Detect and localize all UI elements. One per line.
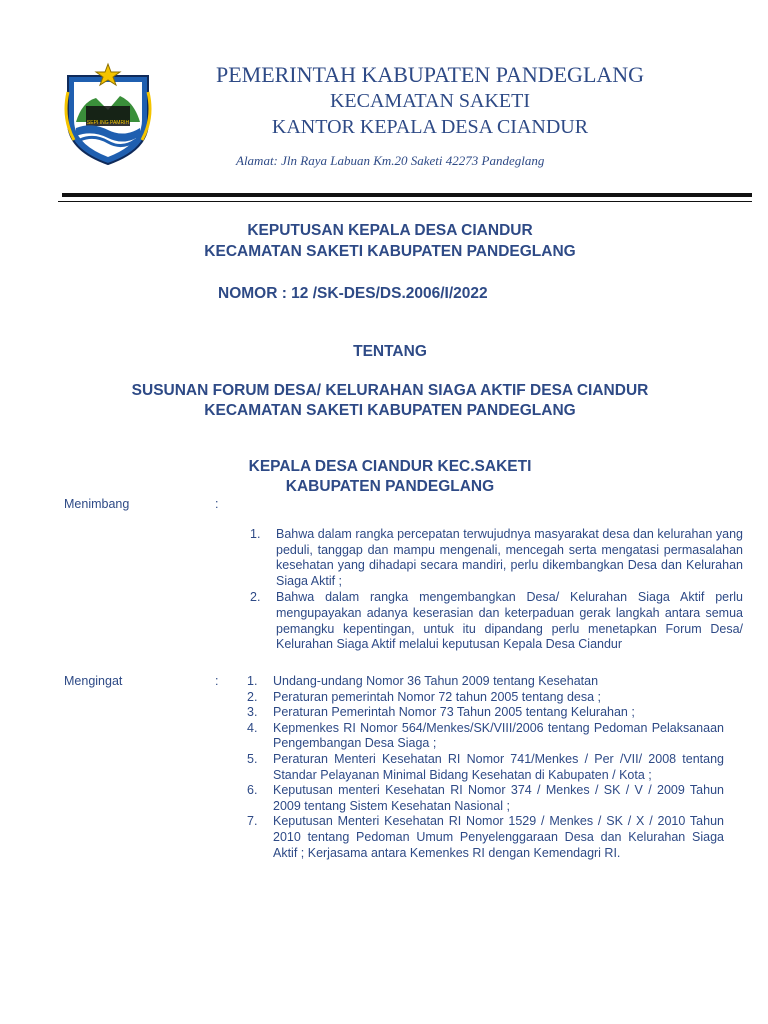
list-item-text: Bahwa dalam rangka percepatan terwujudnya masyarakat desa dan kelurahan yang peduli, tanggap dan mampu mengenali, mencegah serta mengatasi permasalahan kesehatan yang dihadapi secara mandiri, perlu dikembangkan Desa dan Kelurahan Siaga Aktif ; [276,527,743,588]
decree-title-line1: KEPUTUSAN KEPALA DESA CIANDUR [247,222,533,239]
letterhead-office: KANTOR KEPALA DESA CIANDUR [271,116,589,138]
list-item [247,689,724,706]
list-item-text: Undang-undang Nomor 36 Tahun 2009 tentang Kesehatan [273,674,599,688]
decree-title-line2: KECAMATAN SAKETI KABUPATEN PANDEGLANG [204,243,576,260]
mengingat-list [247,674,724,861]
list-item-number: 2. [247,689,258,704]
list-item-number: 6. [247,783,258,798]
list-item-text: Keputusan menteri Kesehatan RI Nomor 374 / Menkes / SK / V / 2009 Tahun 2009 tentang Sistem Kesehatan Nasional ; [273,783,724,813]
list-item-number: 1. [247,674,258,688]
mengingat-colon: : [215,674,219,688]
menimbang-label: Menimbang [64,497,130,511]
list-item [247,720,724,752]
list-item [247,674,724,690]
decree-about: TENTANG [353,343,427,360]
decree-issuer-line1: KEPALA DESA CIANDUR KEC.SAKETI [248,458,532,475]
letterhead-thin-rule [58,201,752,202]
list-item-number: 4. [247,720,258,735]
list-item [247,814,724,861]
list-item [250,590,743,653]
list-item-text: Peraturan Pemerintah Nomor 73 Tahun 2005 tentang Kelurahan ; [273,705,635,720]
letterhead-thick-rule [62,193,752,197]
letterhead-district: KECAMATAN SAKETI [329,90,531,112]
letterhead-government: PEMERINTAH KABUPATEN PANDEGLANG [215,62,645,87]
list-item-text: Peraturan pemerintah Nomor 72 tahun 2005 tentang desa ; [273,689,601,704]
decree-issuer-line2: KABUPATEN PANDEGLANG [285,478,495,495]
decree-subject-line1: SUSUNAN FORUM DESA/ KELURAHAN SIAGA AKTIF DESA CIANDUR [131,382,649,399]
list-item-text: Kepmenkes RI Nomor 564/Menkes/SK/VIII/2006 tentang Pedoman Pelaksanaan Pengembangan Desa Siaga ; [273,720,724,751]
list-item-text: Peraturan Menteri Kesehatan RI Nomor 741/Menkes / Per /VII/ 2008 tentang Standar Pelayanan Minimal Bidang Kesehatan di Kabupaten / Kota ; [273,751,724,782]
list-item [250,527,743,590]
list-item-text: Keputusan Menteri Kesehatan RI Nomor 1529 / Menkes / SK / X / 2010 Tahun 2010 tentang Pedoman Umum Penyelenggaraan Desa dan Kelurahan Siaga Aktif ; Kerjasama antara Kemenkes RI dengan Kemendagri RI. [273,814,724,860]
list-item [247,705,724,721]
list-item-number: 2. [250,590,261,605]
list-item-number: 7. [247,814,258,829]
list-item [247,751,724,783]
emblem-motto: SEPI ING PAMRIH [86,120,130,126]
menimbang-colon: : [215,497,219,511]
letterhead-address: Alamat: Jln Raya Labuan Km.20 Saketi 42273 Pandeglang [236,153,545,168]
menimbang-list [250,527,743,654]
list-item-number: 1. [250,527,261,541]
decree-number: NOMOR : 12 /SK-DES/DS.2006/I/2022 [218,285,488,302]
mengingat-label: Mengingat [64,674,123,688]
decree-subject-line2: KECAMATAN SAKETI KABUPATEN PANDEGLANG [204,402,576,419]
list-item [247,783,724,814]
list-item-text: Bahwa dalam rangka mengembangkan Desa/ Kelurahan Siaga Aktif perlu mengupayakan adanya keserasian dan keterpaduan gerak langkah antara semua pemangku kepentingan, untuk itu dipandang perlu menetapkan Forum Desa/ Kelurahan Siaga Aktif melalui keputusan Kepala Desa Ciandur [276,590,743,652]
list-item-number: 5. [247,751,258,766]
list-item-number: 3. [247,705,258,720]
